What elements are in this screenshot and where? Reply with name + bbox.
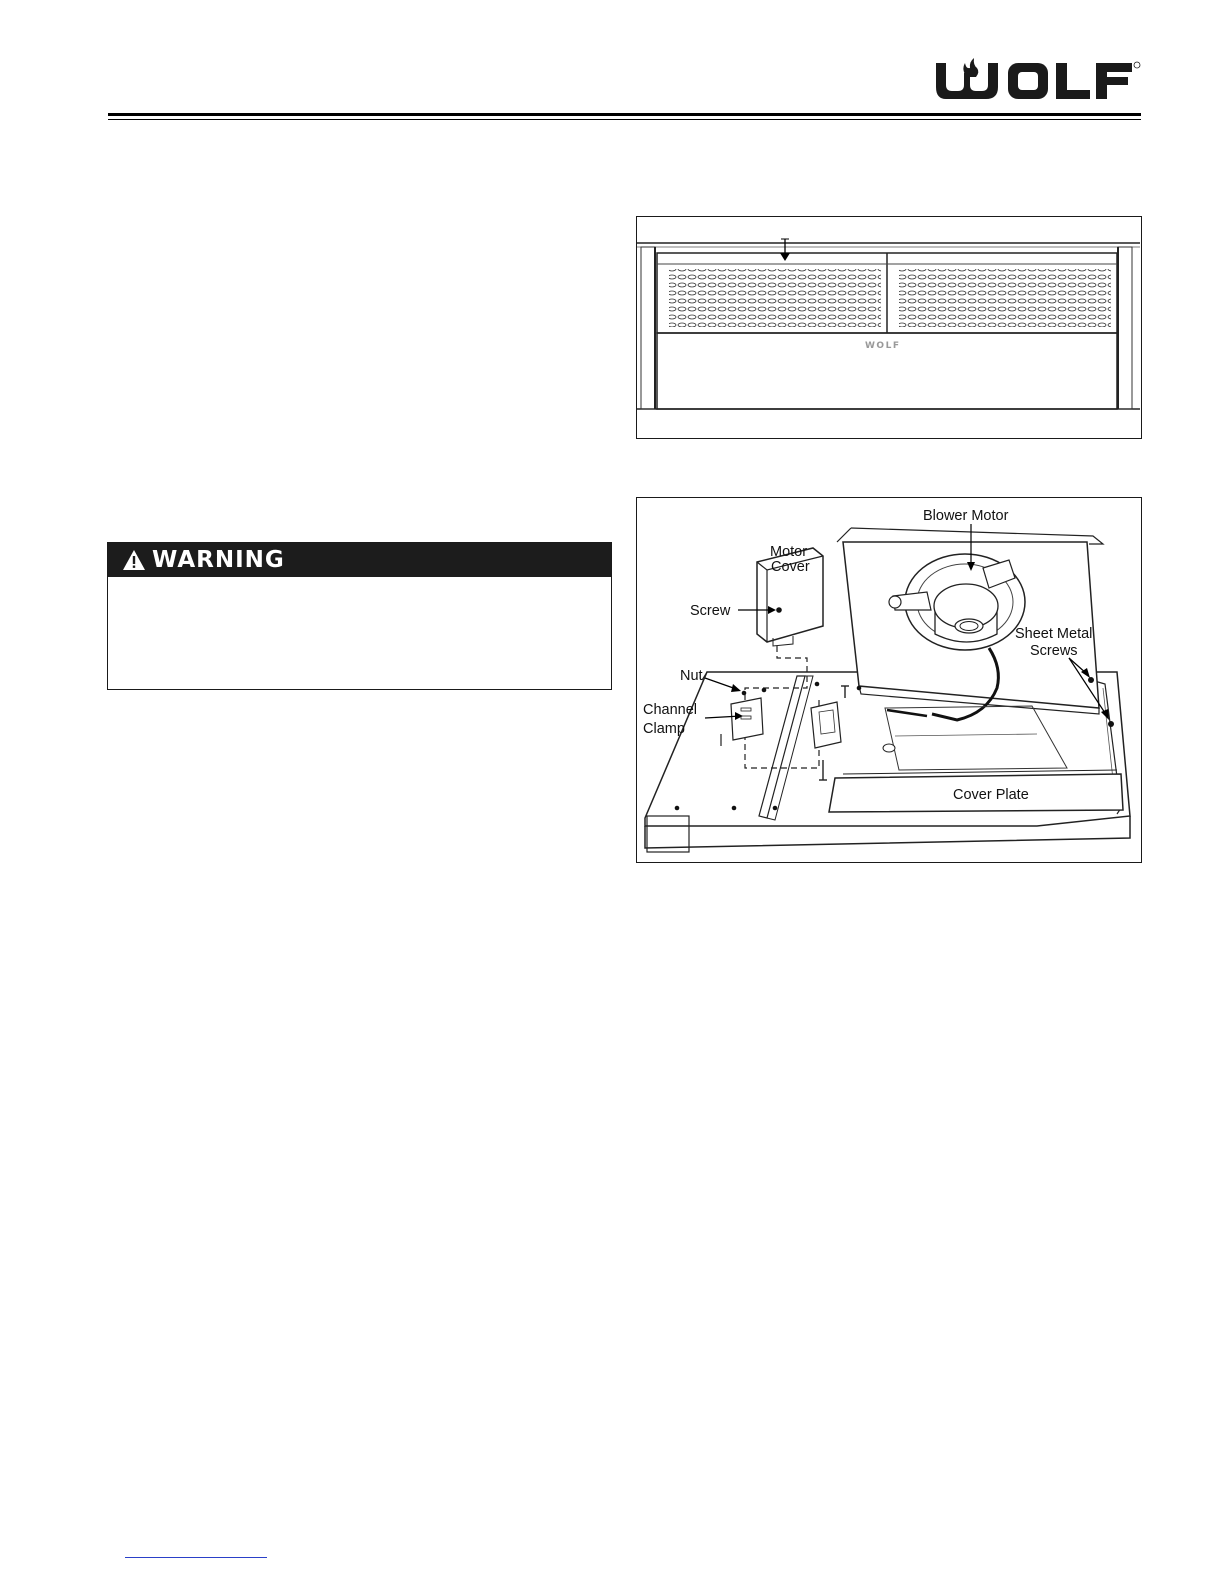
label-nut: Nut — [680, 668, 703, 684]
label-screw: Screw — [690, 603, 731, 619]
header-rule-thin — [108, 119, 1141, 120]
warning-triangle-icon — [122, 549, 146, 571]
label-motor-cover-line1: Motor — [770, 544, 808, 560]
figure-blower-motor-assembly — [636, 497, 1142, 863]
figure-hood-front-view — [636, 216, 1142, 439]
wolf-logo — [930, 55, 1145, 103]
label-clamp: Clamp — [643, 721, 685, 737]
label-motor-cover-line2: Cover — [771, 559, 810, 575]
warning-box — [107, 542, 612, 690]
warning-header — [108, 543, 611, 577]
warning-title: WARNING — [152, 547, 285, 573]
label-cover-plate: Cover Plate — [953, 787, 1029, 803]
label-sheet-metal-line1: Sheet Metal — [1015, 626, 1093, 642]
label-blower-motor: Blower Motor — [923, 508, 1009, 524]
header-rule — [108, 113, 1141, 116]
footer-link-underline[interactable] — [125, 1557, 267, 1558]
hood-logo-badge: WOLF — [865, 341, 901, 351]
label-sheet-metal-line2: Screws — [1030, 643, 1078, 659]
label-channel: Channel — [643, 702, 698, 718]
